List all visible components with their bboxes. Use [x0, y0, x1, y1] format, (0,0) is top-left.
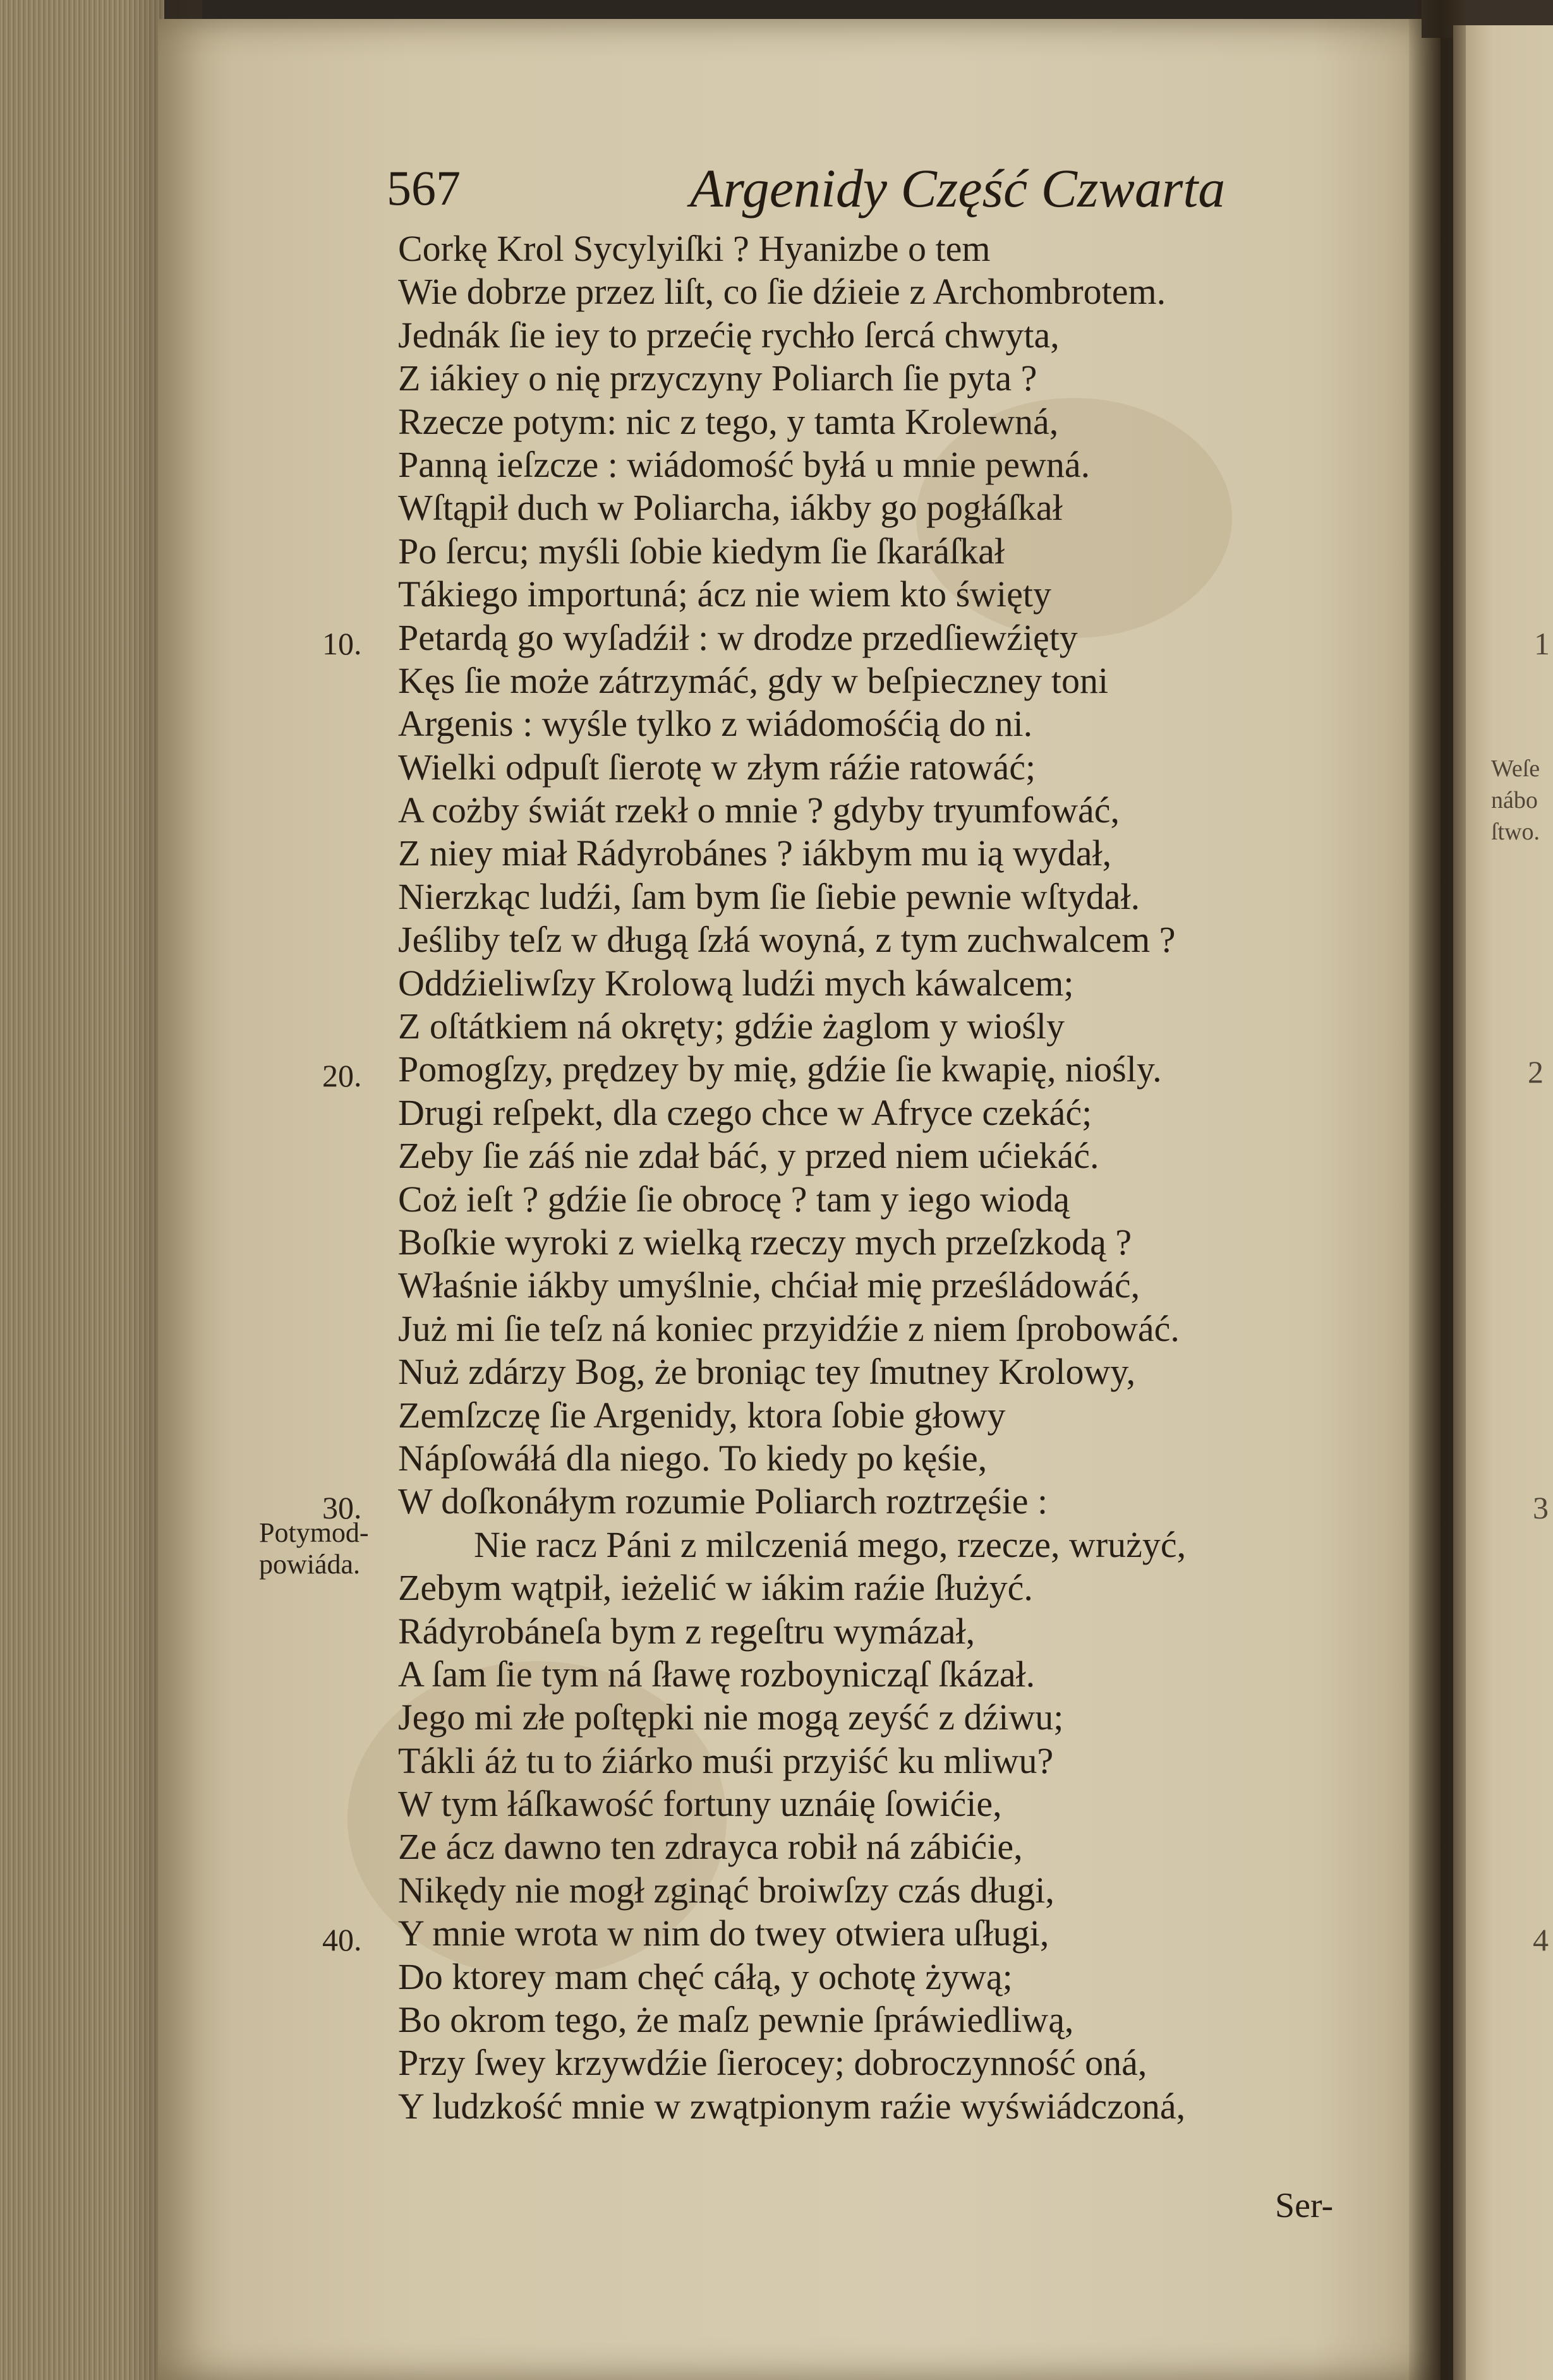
running-header — [387, 157, 1284, 226]
text-line: Nie racz Páni z milczeniá mego, rzecze, wrużyć, — [474, 1524, 1187, 1565]
text-line: Z niey miał Rádyrobánes ? iákbym mu ią wydał, — [398, 832, 1112, 874]
text-line: Nierzkąc ludźi, ſam bym ſie ſiebie pewnie wſtydał. — [398, 875, 1140, 917]
text-line: Oddźieliwſzy Krolową ludźi mych káwalcem; — [398, 962, 1074, 1004]
facing-page-fragment: 2 — [1528, 1054, 1544, 1090]
line-number-10: 10. — [322, 626, 362, 661]
text-line: Ze ácz dawno ten zdrayca robił ná zábićie, — [398, 1826, 1023, 1868]
text-line: Pomogſzy, prędzey by mię, gdźie ſie kwapię, niośly. — [398, 1049, 1162, 1090]
text-line: Kęs ſie może zátrzymáć, gdy w beſpieczney toni — [398, 659, 1109, 701]
text-line: A ſam ſie tym ná ſławę rozboynicząſ ſkázał. — [398, 1653, 1036, 1695]
line-number-30: 30. — [322, 1490, 362, 1525]
text-line: Z iákiey o nię przyczyny Poliarch ſie pyta ? — [398, 358, 1037, 399]
marginal-note-line: powiáda. — [259, 1549, 361, 1580]
text-line: W doſkonáłym rozumie Poliarch roztrzęśie : — [398, 1481, 1048, 1522]
text-line: Tákiego importuná; ácz nie wiem kto święty — [398, 574, 1052, 615]
text-line: Wielki odpuſt ſierotę w złym ráźie ratowáć; — [398, 746, 1036, 788]
marginal-note — [259, 1517, 369, 1580]
facing-page-fragment: ſtwo. — [1491, 819, 1540, 845]
text-line: Tákli áż tu to źiárko muśi przyiść ku mliwu? — [398, 1740, 1054, 1781]
text-line: Właśnie iákby umyślnie, chćiał mię prześládowáć, — [398, 1265, 1140, 1306]
text-line: Nuż zdárzy Bog, że broniąc tey ſmutney Krolowy, — [398, 1351, 1136, 1393]
line-number-40: 40. — [322, 1922, 362, 1957]
text-line: Po ſercu; myśli ſobie kiedym ſie ſkaráſkał — [398, 530, 1005, 572]
text-line: Nikędy nie mogł zginąć broiwſzy czás długi, — [398, 1869, 1054, 1911]
page-number: 567 — [387, 160, 461, 215]
text-line: Z oſtátkiem ná okręty; gdźie żaglom y wiośly — [398, 1006, 1065, 1047]
text-line: Rzecze potym: nic z tego, y tamta Krolewná, — [398, 400, 1059, 442]
text-line: Zebym wątpił, ieżelić w iákim raźie ſłużyć. — [398, 1567, 1033, 1609]
marginal-note-line: Potymod- — [259, 1517, 369, 1548]
gutter-shadow — [1409, 0, 1466, 2380]
text-line: Przy ſwey krzywdźie ſierocey; dobroczynność oná, — [398, 2042, 1147, 2084]
text-line: Zemſzczę ſie Argenidy, ktora ſobie głowy — [398, 1394, 1006, 1436]
text-line: Wie dobrze przez liſt, co ſie dźieie z Archombrotem. — [398, 271, 1166, 313]
poem-text — [398, 227, 1346, 2128]
text-line: A cożby świát rzekł o mnie ? gdyby tryumfowáć, — [398, 790, 1120, 831]
text-line: Panną ieſzcze : wiádomość byłá u mnie pewná. — [398, 443, 1091, 485]
text-line: Wſtąpił duch w Poliarcha, iákby go pogłáſkał — [398, 487, 1063, 529]
text-line: Nápſowáłá dla niego. To kiedy po kęśie, — [398, 1437, 988, 1479]
text-line: Bo okrom tego, że maſz pewnie ſpráwiedliwą, — [398, 1999, 1074, 2041]
text-line: Drugi reſpekt, dla czego chce w Afryce czekáć; — [398, 1091, 1092, 1133]
running-title: Argenidy Część Czwarta — [690, 158, 1226, 219]
text-line: Jeśliby teſz w długą ſzłá woyná, z tym zuchwalcem ? — [398, 919, 1176, 961]
facing-page-fragment: nábo — [1491, 787, 1538, 814]
facing-page-fragment: 3 — [1533, 1490, 1549, 1525]
text-line: Rádyrobáneſa bym z regeſtru wymázał, — [398, 1610, 976, 1652]
text-line: Coż ieſt ? gdźie ſie obrocę ? tam y iego wiodą — [398, 1178, 1070, 1220]
text-line: Y mnie wrota w nim do twey otwiera uſługi, — [398, 1913, 1049, 1954]
facing-page-fragment: 4 — [1533, 1922, 1549, 1957]
text-line: Już mi ſie teſz ná koniec przyidźie z niem ſprobowáć. — [398, 1307, 1180, 1349]
text-line: Do ktorey mam chęć cáłą, y ochotę żywą; — [398, 1956, 1013, 1997]
facing-page-fragment: Weſe — [1491, 755, 1540, 782]
text-line: Jego mi złe poſtępki nie mogą zeyść z dźiwu; — [398, 1697, 1064, 1738]
facing-page-fragment: 1 — [1534, 626, 1550, 661]
line-number-20: 20. — [322, 1058, 362, 1093]
catchword: Ser- — [1275, 2186, 1334, 2225]
text-line: Argenis : wyśle tylko z wiádomośćią do ni. — [398, 703, 1033, 745]
text-line: Boſkie wyroki z wielką rzeczy mych przeſzkodą ? — [398, 1221, 1132, 1263]
text-line: Y ludzkość mnie w zwątpionym raźie wyświádczoná, — [398, 2085, 1186, 2127]
text-line: W tym łáſkawość fortuny uznáię ſowićie, — [398, 1783, 1002, 1825]
text-line: Corkę Krol Sycylyiſki ? Hyanizbe o tem — [398, 228, 991, 269]
text-line: Jednák ſie iey to przećię rychło ſercá chwyta, — [398, 314, 1060, 356]
text-line: Petardą go wyſadźił : w drodze przedſiewźięty — [398, 616, 1078, 658]
text-line: Zeby ſie záś nie zdał báć, y przed niem ućiekáć. — [398, 1135, 1099, 1177]
facing-page — [1453, 25, 1553, 2380]
